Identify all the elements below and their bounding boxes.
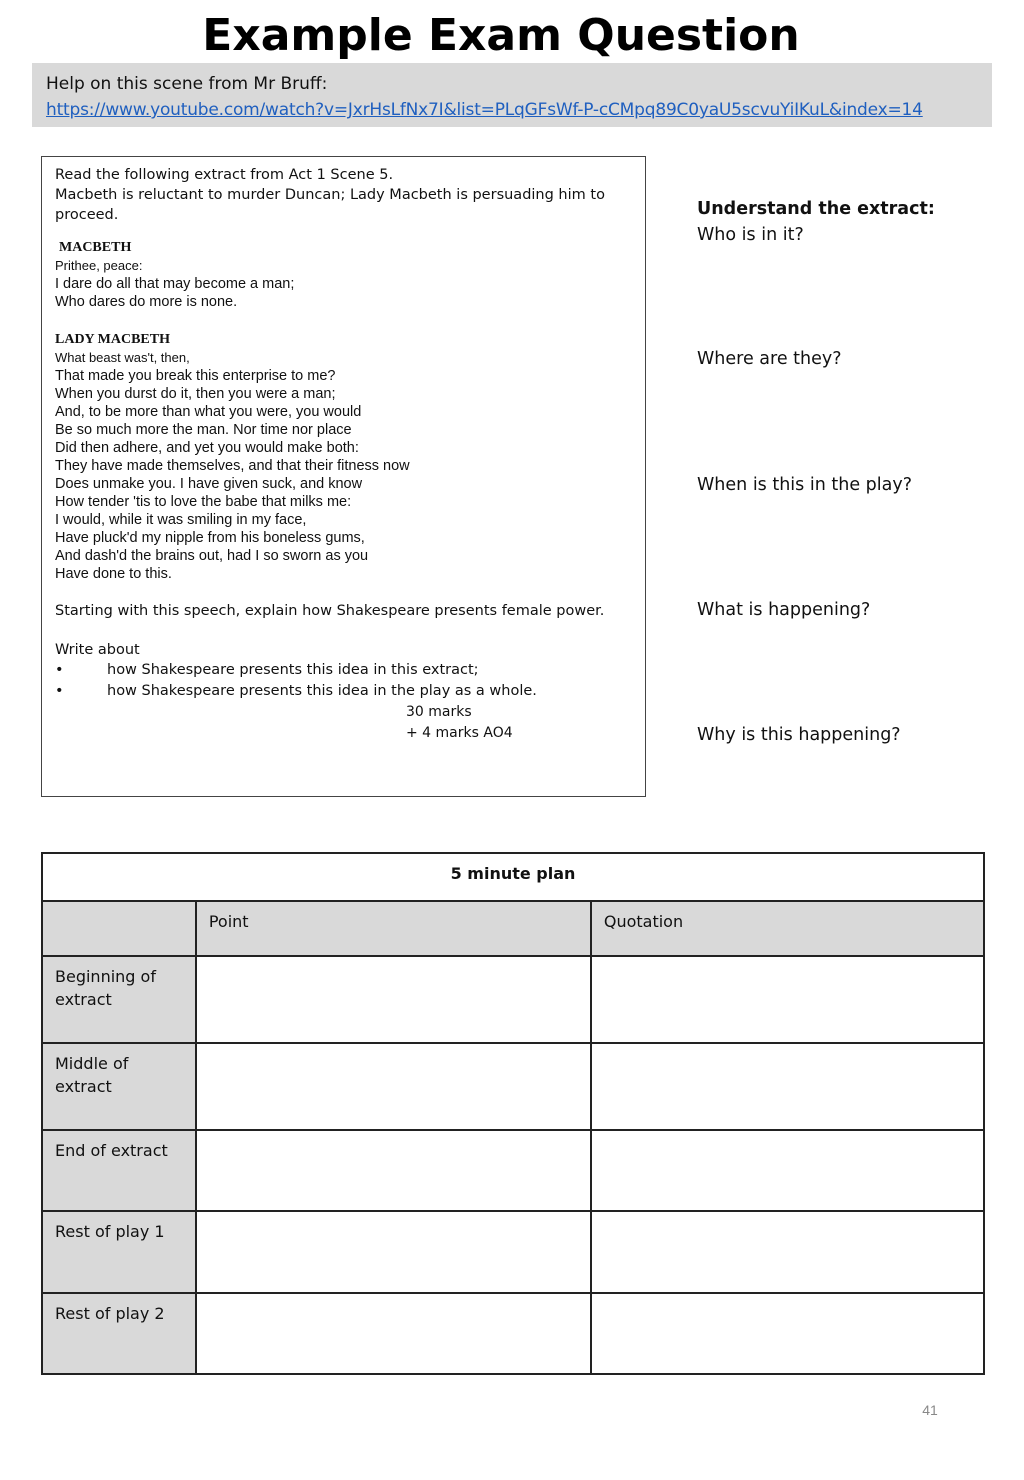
speech-line: I dare do all that may become a man; [55, 276, 295, 292]
extract-box [41, 156, 646, 797]
speech-line: Does unmake you. I have given suck, and know [55, 476, 363, 492]
bullet-text: how Shakespeare presents this idea in the play as a whole. [107, 683, 537, 699]
bullet-icon: • [55, 662, 64, 678]
bullet-item [55, 660, 632, 681]
help-box [32, 63, 992, 127]
empty-header-cell [42, 901, 196, 956]
speech-line: Did then adhere, and yet you would make both: [55, 440, 359, 456]
quotation-cell[interactable] [591, 1130, 984, 1211]
point-header: Point [196, 901, 591, 956]
speech-line: Have done to this. [55, 566, 172, 582]
point-cell[interactable] [196, 1211, 591, 1293]
question-when: When is this in the play? [697, 475, 912, 495]
quotation-cell[interactable] [591, 956, 984, 1043]
plan-title: 5 minute plan [42, 853, 984, 901]
point-cell[interactable] [196, 1293, 591, 1374]
youtube-link[interactable]: https://www.youtube.com/watch?v=JxrHsLfNx7I&list=PLqGFsWf-P-cCMpq89C0yaU5scvuYiIKuL&index=14 [46, 100, 923, 120]
speech-line: They have made themselves, and that their fitness now [55, 458, 410, 474]
ao4-marks: + 4 marks AO4 [406, 725, 513, 741]
question-where: Where are they? [697, 349, 842, 369]
speech-line: Be so much more the man. Nor time nor place [55, 422, 352, 438]
row-label: Beginning of extract [42, 956, 196, 1043]
table-row [42, 1130, 984, 1211]
table-row [42, 1211, 984, 1293]
table-row [42, 1043, 984, 1130]
five-minute-plan-table [41, 852, 985, 1375]
row-label: Rest of play 1 [42, 1211, 196, 1293]
table-header-row [42, 901, 984, 956]
bullet-item [55, 681, 632, 702]
speech-line: And dash'd the brains out, had I so sworn as you [55, 548, 369, 564]
question-why: Why is this happening? [697, 725, 901, 745]
speech-line: Have pluck'd my nipple from his boneless gums, [55, 530, 365, 546]
extract-intro: Read the following extract from Act 1 Scene 5. [55, 167, 394, 183]
bullet-text: how Shakespeare presents this idea in this extract; [107, 662, 479, 678]
bullet-icon: • [55, 683, 64, 699]
questions-heading: Understand the extract: [697, 199, 935, 219]
exam-task: Starting with this speech, explain how Shakespeare presents female power. [55, 603, 605, 619]
speaker-name: LADY MACBETH [55, 332, 170, 347]
quotation-cell[interactable] [591, 1293, 984, 1374]
speech-line: I would, while it was smiling in my face, [55, 512, 307, 528]
write-about-label: Write about [55, 642, 140, 658]
table-title-row [42, 853, 984, 901]
quotation-cell[interactable] [591, 1211, 984, 1293]
extract-context: Macbeth is reluctant to murder Duncan; Lady Macbeth is persuading him to proceed. [55, 187, 605, 223]
speech-line: What beast was't, then, [55, 350, 190, 365]
quotation-cell[interactable] [591, 1043, 984, 1130]
row-label: Middle of extract [42, 1043, 196, 1130]
speech-line: That made you break this enterprise to me? [55, 368, 336, 384]
point-cell[interactable] [196, 1130, 591, 1211]
speech-line: When you durst do it, then you were a man; [55, 386, 336, 402]
speech-line: Prithee, peace: [55, 258, 143, 273]
point-cell[interactable] [196, 956, 591, 1043]
row-label: Rest of play 2 [42, 1293, 196, 1374]
table-row [42, 956, 984, 1043]
point-cell[interactable] [196, 1043, 591, 1130]
question-who: Who is in it? [697, 225, 804, 245]
help-text: Help on this scene from Mr Bruff: [46, 74, 328, 94]
table-row [42, 1293, 984, 1374]
speaker-name: MACBETH [59, 240, 132, 255]
speech-line: Who dares do more is none. [55, 294, 238, 310]
page-title: Example Exam Question [202, 10, 800, 61]
marks: 30 marks [406, 704, 472, 720]
question-what: What is happening? [697, 600, 871, 620]
row-label: End of extract [42, 1130, 196, 1211]
speech-line: And, to be more than what you were, you would [55, 404, 362, 420]
speech-line: How tender 'tis to love the babe that milks me: [55, 494, 352, 510]
page-number: 41 [922, 1402, 938, 1418]
quotation-header: Quotation [591, 901, 984, 956]
